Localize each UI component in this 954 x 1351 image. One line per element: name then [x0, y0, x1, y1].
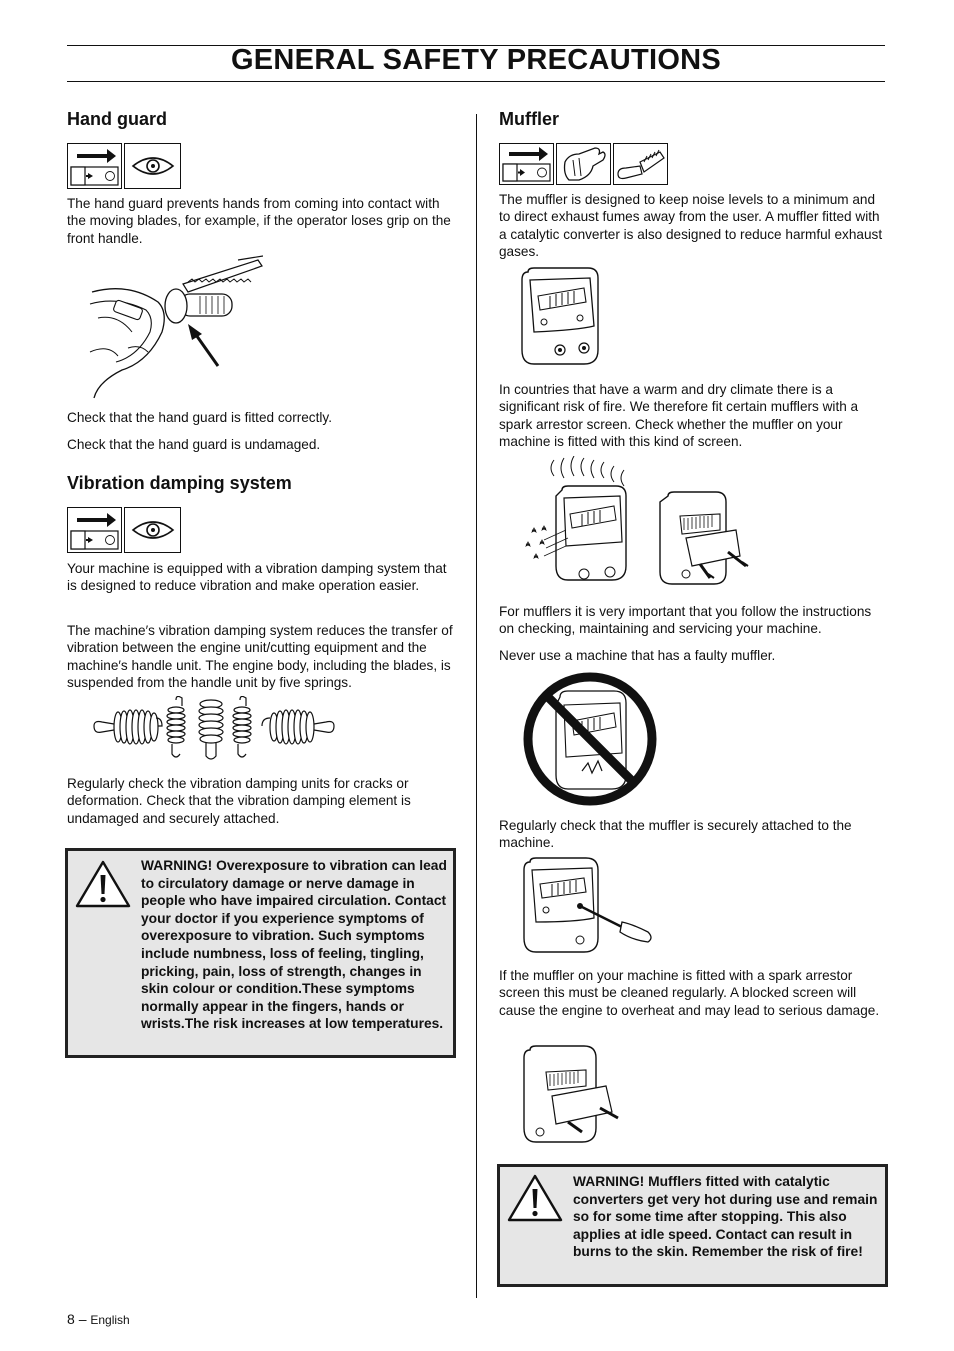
eye-icon [124, 507, 181, 553]
vibration-paragraph-2: The machine′s vibration damping system reduces the transfer of vibration between the engine unit/cutting equipment and the machine′s handle unit. The engine body, including the blades, is suspended from the handle unit by five springs. [67, 623, 453, 691]
hand-guard-heading: Hand guard [67, 109, 168, 129]
hand-guard-illustration [88, 252, 263, 400]
inspect-arrow-icon [499, 143, 554, 185]
muffler-screwdriver-illustration [520, 856, 660, 958]
vibration-paragraph-1: Your machine is equipped with a vibration damping system that is designed to reduce vibration and make operation easier. [67, 561, 447, 594]
muffler-paragraph-2: In countries that have a warm and dry climate there is a significant risk of fire. We therefore fit certain mufflers with a spark arrestor screen. Check whether the muffler on your machine is fitted with this kind of screen. [499, 382, 859, 450]
inspect-arrow-icon [67, 143, 122, 189]
page-footer [67, 1311, 130, 1327]
spark-arrestor-illustration [520, 456, 756, 588]
warning-triangle-icon [506, 1173, 564, 1223]
muffler-paragraph-6: If the muffler on your machine is fitted with a spark arrestor screen this must be cleaned regularly. A blocked screen will cause the engine to overheat and may lead to serious damage. [499, 968, 880, 1018]
title-underline [67, 81, 885, 82]
vibration-warning-box [65, 848, 456, 1058]
hand-guard-intro: The hand guard prevents hands from coming into contact with the moving blades, for example, if the operator loses grip on the front handle. [67, 196, 451, 246]
vibration-heading: Vibration damping system [67, 473, 292, 493]
muffler-warning-box [497, 1164, 888, 1287]
brush-icon [613, 143, 668, 185]
muffler-screen-illustration [520, 1044, 630, 1146]
footer-language: English [90, 1313, 130, 1327]
column-divider [476, 114, 477, 1298]
muffler-paragraph-4: Never use a machine that has a faulty muffler. [499, 648, 776, 663]
warning-triangle-icon [74, 859, 132, 909]
glove-icon [556, 143, 611, 185]
muffler-warning-text: WARNING! Mufflers fitted with catalytic converters get very hot during use and remain so for some time after stopping. This also applies at idle speed. Contact can result in burns to the skin. Remember the risk of fire! [573, 1174, 878, 1260]
page-number: 8 [67, 1311, 75, 1327]
vibration-warning-text: WARNING! Overexposure to vibration can lead to circulatory damage or nerve damage in people who have impaired circulation. Contact your doctor if you experience symptoms of overexposure to vibration. Such symptoms include numbness, loss of feeling, tingling, pricking, pain, loss of strength, changes in skin colour or condition.These symptoms normally appear in the fingers, hands or wrists.The risk increases at low temperatures. [141, 858, 447, 1032]
hand-guard-check-undamaged: Check that the hand guard is undamaged. [67, 437, 321, 452]
page-title: GENERAL SAFETY PRECAUTIONS [230, 44, 722, 76]
muffler-paragraph-3: For mufflers it is very important that you follow the instructions on checking, maintaining and servicing your machine. [499, 604, 872, 637]
eye-icon [124, 143, 181, 189]
muffler-paragraph-5: Regularly check that the muffler is securely attached to the machine. [499, 818, 852, 851]
inspect-arrow-icon [67, 507, 122, 553]
vibration-springs-illustration [92, 696, 336, 762]
muffler-heading: Muffler [499, 109, 559, 129]
faulty-muffler-prohibited-illustration [522, 671, 658, 807]
vibration-paragraph-3: Regularly check the vibration damping units for cracks or deformation. Check that the vibration damping element is undamaged and securely attached. [67, 776, 411, 826]
muffler-illustration [518, 266, 604, 370]
footer-dash: – [78, 1311, 87, 1327]
hand-guard-check-fitted: Check that the hand guard is fitted correctly. [67, 410, 332, 425]
muffler-paragraph-1: The muffler is designed to keep noise levels to a minimum and to direct exhaust fumes away from the user. A muffler fitted with a catalytic converter is also designed to reduce harmful exhaust gases. [499, 192, 883, 260]
